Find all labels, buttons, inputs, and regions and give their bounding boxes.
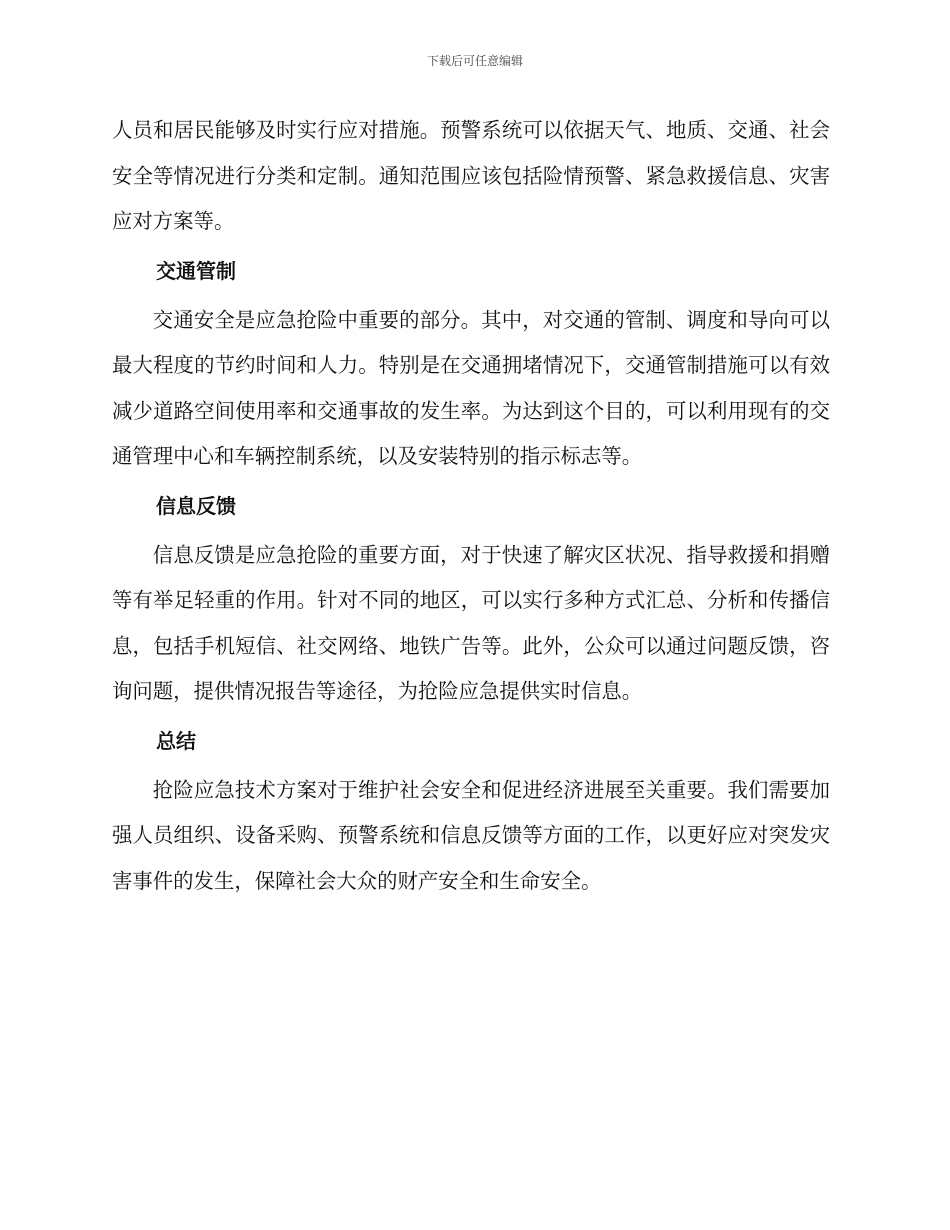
heading-traffic-control: 交通管制 [156, 258, 236, 283]
paragraph-information-feedback: 信息反馈是应急抢险的重要方面，对于快速了解灾区状况、指导救援和捐赠等有举足轻重的作用。针对不同的地区，可以实行多种方式汇总、分析和传播信息，包括手机短信、社交网络、地铁广告等。此外，公众可以通过问题反馈，咨询问题，提供情况报告等途径，为抢险应急提供实时信息。 [112, 542, 830, 703]
section-warning-continuation [112, 108, 830, 245]
document-body [112, 108, 830, 910]
heading-summary: 总结 [156, 728, 196, 753]
section-traffic-control [112, 251, 830, 480]
heading-information-feedback: 信息反馈 [156, 493, 236, 518]
paragraph-summary: 抢险应急技术方案对于维护社会安全和促进经济进展至关重要。我们需要加强人员组织、设备采购、预警系统和信息反馈等方面的工作，以更好应对突发灾害事件的发生，保障社会大众的财产安全和生命安全。 [112, 777, 830, 893]
page-header: 下载后可任意编辑 [426, 54, 523, 68]
paragraph-warning-continuation: 人员和居民能够及时实行应对措施。预警系统可以依据天气、地质、交通、社会安全等情况进行分类和定制。通知范围应该包括险情预警、紧急救援信息、灾害应对方案等。 [112, 118, 830, 233]
section-information-feedback [112, 486, 830, 715]
section-summary [112, 721, 830, 905]
paragraph-traffic-control: 交通安全是应急抢险中重要的部分。其中，对交通的管制、调度和导向可以最大程度的节约时间和人力。特别是在交通拥堵情况下，交通管制措施可以有效减少道路空间使用率和交通事故的发生率。为达到这个目的，可以利用现有的交通管理中心和车辆控制系统，以及安装特别的指示标志等。 [112, 307, 830, 468]
